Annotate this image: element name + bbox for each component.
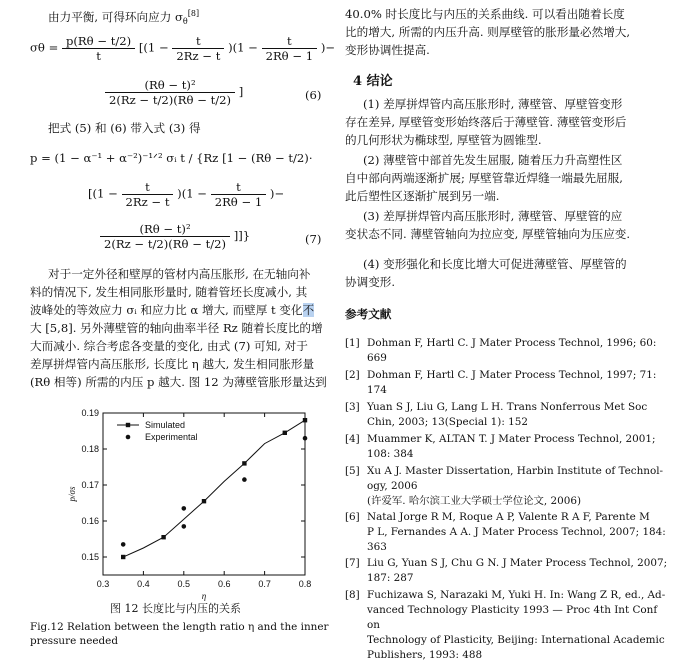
simulated-point <box>121 555 125 559</box>
legend-experimental-label: Experimental <box>145 432 198 442</box>
x-tick-label: 0.5 <box>177 579 191 589</box>
caption-en-line1: Fig.12 Relation between the length ratio η and the inner <box>30 621 329 633</box>
reference-1: [1] Dohman F, Hartl C. J Mater Process Technol, 1996; 60: 669 <box>345 337 657 364</box>
legend-simulated-label: Simulated <box>145 420 186 430</box>
conclusion-line-5: 自中部向两端逐渐扩展; 厚壁管靠近焊缝一端最先屈服, <box>345 171 623 185</box>
simulated-point <box>161 535 165 539</box>
cont-line-2: 比的增大, 所需的内压升高. 则厚壁管的胀形量必然增大, <box>345 25 631 39</box>
cont-line-1: 40.0% 时长度比与内压的关系曲线. 可以看出随着长度 <box>345 7 625 21</box>
equation-7-line1: p = (1 − α⁻¹ + α⁻²)⁻¹ᐟ² σᵢ t / {Rz [1 − (Rθ − t/2)· <box>30 151 313 165</box>
para-line-1: 对于一定外径和壁厚的管材内高压胀形, 在无轴向补 <box>48 267 311 281</box>
caption-cn: 图 12 长度比与内压的关系 <box>110 602 241 615</box>
reference-5: [5] Xu A J. Master Dissertation, Harbin Institute of Technol- ogy, 2006 (许爱军. 哈尔滨工业大学硕士学位论文, 2006) <box>345 465 664 507</box>
equation-7-number: (7) <box>305 232 322 246</box>
experimental-point <box>182 524 187 529</box>
intro-line: 由力平衡, 可得环向应力 $\sigma_\theta[8]$ <box>48 9 200 27</box>
equation-7-line2: [(1 − $\frac{t}{2Rz - t}$ )(1 − $\frac{t}{2R\theta - 1}$ )− <box>88 180 285 209</box>
reference-4: [4] Muammer K, ALTAN T. J Mater Process Technol, 2001; 108: 384 <box>345 433 656 460</box>
reference-2: [2] Dohman F, Hartl C. J Mater Process Technol, 1997; 71: 174 <box>345 369 657 396</box>
y-tick-label: 0.16 <box>81 516 99 526</box>
conclusion-line-9: (4) 变形强化和长度比增大可促进薄壁管、厚壁管的 <box>363 257 627 271</box>
y-tick-label: 0.15 <box>81 552 99 562</box>
x-tick-label: 0.4 <box>137 579 150 589</box>
para-line-5: 大而减小. 综合考虑各变量的变化, 由式 (7) 可知, 对于 <box>30 339 308 353</box>
equation-7-line3: $\frac{\text{(Rθ − t)²}}{2(Rz - t/2)(R\theta - t/2)}$ ]]} <box>100 222 250 251</box>
para-line-7: (Rθ 相等) 所需的内压 p 越大. 图 12 为薄壁管胀形量达到 <box>30 375 327 389</box>
conclusion-line-1: (1) 差厚拼焊管内高压胀形时, 薄壁管、厚壁管变形 <box>363 97 623 111</box>
reference-6: [6] Natal Jorge R M, Roque A P, Valente R A F, Parente M P L, Fernandes A A. J Mater Process Technol, 2007; 184: 363 <box>345 511 666 553</box>
y-tick-label: 0.17 <box>81 480 99 490</box>
reference-7: [7] Liu G, Yuan S J, Chu G N. J Mater Process Technol, 2007; 187: 287 <box>345 557 668 584</box>
conclusion-line-6: 此后塑性区逐渐扩展到另一端. <box>345 189 500 203</box>
para-line-2: 料的情况下, 发生相同胀形量时, 随着管坯长度减小, 其 <box>30 285 308 299</box>
substitution-line: 把式 (5) 和 (6) 带入式 (3) 得 <box>48 121 201 135</box>
caption-en-line2: pressure needed <box>30 635 118 647</box>
equation-6-line2: $\frac{\text{(Rθ − t)²}}{2(Rz - t/2)(R\theta - t/2)}$ ] <box>105 78 243 107</box>
conclusion-line-10: 协调变形. <box>345 275 396 289</box>
x-tick-label: 0.6 <box>217 579 231 589</box>
x-axis-label: η <box>201 591 207 601</box>
x-tick-label: 0.3 <box>96 579 110 589</box>
legend-experimental-marker <box>126 435 131 440</box>
conclusion-line-2: 存在差异, 厚壁管变形始终落后于薄壁管. 薄壁管变形后 <box>345 115 627 129</box>
y-axis-label: p/σs <box>67 486 77 502</box>
experimental-point <box>182 506 187 511</box>
simulated-point <box>303 418 307 422</box>
experimental-point <box>242 477 247 482</box>
plot-frame <box>103 413 305 575</box>
x-tick-label: 0.8 <box>298 579 312 589</box>
references-title: 参考文献 <box>345 307 392 321</box>
y-tick-label: 0.19 <box>81 408 99 418</box>
para-line-6: 差厚拼焊管内高压胀形, 长度比 η 越大, 发生相同胀形量 <box>30 357 315 371</box>
highlighted-text: 不 <box>302 303 315 317</box>
para-line-4: 大 [5,8]. 另外薄壁管的轴向曲率半径 Rz 随着长度比的增 <box>30 321 323 335</box>
para-line-3: 波峰处的等效应力 σᵢ 和应力比 α 增大, 而壁厚 t 变化不 <box>30 303 315 317</box>
equation-6-line1: σθ = $\frac{p(R\theta - t/2)}{t}$ [(1 − $\frac{t}{2Rz - t}$ )(1 − $\frac{t}{2R\theta - 1}$ )− <box>30 34 336 63</box>
x-tick-label: 0.7 <box>258 579 271 589</box>
reference-8: [8] Fuchizawa S, Narazaki M, Yuki H. In: Wang Z R, ed., Ad- vanced Technology Plasticity 1993 — Proc 4th Int Conf on Technology of Plasticity, Beijing: International Academic Publishers, 1993: 488 <box>345 589 666 661</box>
figure-12-chart <box>65 405 315 605</box>
experimental-point <box>121 542 126 547</box>
conclusion-line-3: 的几何形状为椭球型, 厚壁管为圆锥型. <box>345 133 542 147</box>
simulated-point <box>202 499 206 503</box>
experimental-point <box>303 436 308 441</box>
legend-simulated-marker <box>126 423 130 427</box>
conclusion-line-7: (3) 差厚拼焊管内高压胀形时, 薄壁管、厚壁管的应 <box>363 209 623 223</box>
conclusion-line-4: (2) 薄壁管中部首先发生屈服, 随着压力升高塑性区 <box>363 153 623 167</box>
y-tick-label: 0.18 <box>81 444 99 454</box>
equation-6-number: (6) <box>305 88 322 102</box>
simulated-point <box>283 431 287 435</box>
reference-3: [3] Yuan S J, Liu G, Lang L H. Trans Nonferrous Met Soc Chin, 2003; 13(Special 1): 152 <box>345 401 648 428</box>
section-title: 4 结论 <box>353 74 393 89</box>
cont-line-3: 变形协调性提高. <box>345 43 430 57</box>
conclusion-line-8: 变状态不同. 薄壁管轴向为拉应变, 厚壁管轴向为压应变. <box>345 227 631 241</box>
simulated-point <box>242 461 246 465</box>
